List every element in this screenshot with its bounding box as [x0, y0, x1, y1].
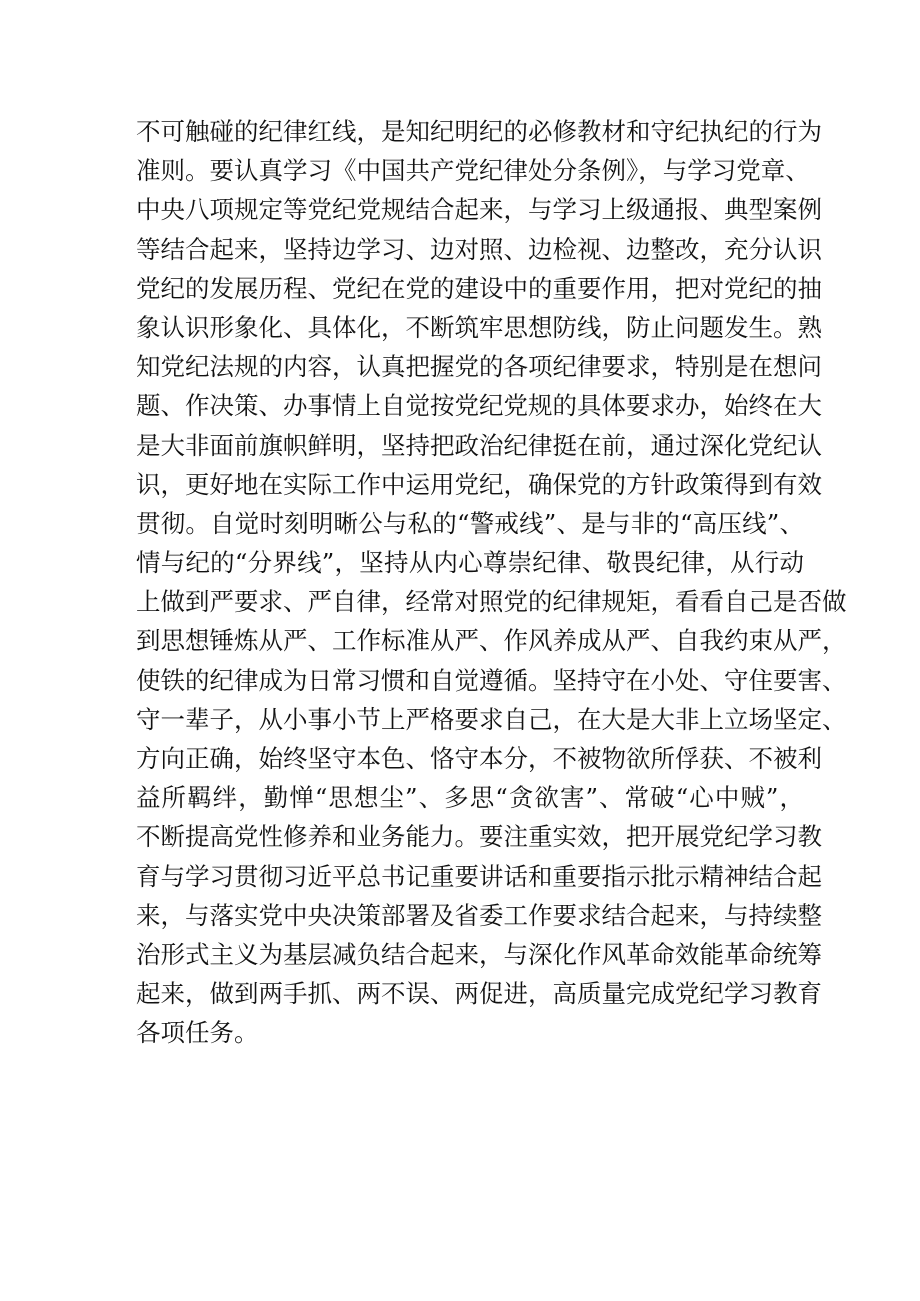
- text-line: 知党纪法规的内容，认真把握党的各项纪律要求，特别是在想问: [136, 352, 822, 382]
- text-line: 上做到严要求、严自律，经常对照党的纪律规矩，看看自己是否做: [136, 587, 847, 617]
- text-line: 中央八项规定等党纪党规结合起来，与学习上级通报、典型案例: [136, 195, 822, 225]
- text-line: 等结合起来，坚持边学习、边对照、边检视、边整改，充分认识: [136, 234, 822, 264]
- text-line: 使铁的纪律成为日常习惯和自觉遵循。坚持守在小处、守住要害、: [136, 665, 847, 695]
- text-line: 育与学习贯彻习近平总书记重要讲话和重要指示批示精神结合起: [136, 861, 822, 891]
- text-line: 方向正确，始终坚守本色、恪守本分，不被物欲所俘获、不被利: [136, 744, 822, 773]
- text-line: 不断提高党性修养和业务能力。要注重实效，把开展党纪学习教: [136, 822, 822, 852]
- text-line: 到思想锤炼从严、工作标准从严、作风养成从严、自我约束从严，: [136, 626, 847, 656]
- text-line: 来，与落实党中央决策部署及省委工作要求结合起来，与持续整: [136, 900, 822, 930]
- text-line: 是大非面前旗帜鲜明，坚持把政治纪律挺在前，通过深化党纪认: [136, 430, 822, 460]
- body-paragraph: [136, 112, 847, 1053]
- text-line: 不可触碰的纪律红线，是知纪明纪的必修教材和守纪执纪的行为: [136, 117, 822, 146]
- text-line: 题、作决策、办事情上自觉按党纪党规的具体要求办，始终在大: [136, 391, 822, 421]
- text-line: 益所羁绊，勤惮“思想尘”、多思“贪欲害”、常破“心中贼”，: [136, 783, 804, 813]
- text-line: 准则。要认真学习《中国共产党纪律处分条例》，与学习党章、: [136, 156, 810, 186]
- text-line: 各项任务。: [136, 1018, 259, 1048]
- text-line: 情与纪的“分界线”，坚持从内心尊崇纪律、敬畏纪律，从行动: [136, 548, 804, 578]
- text-line: 守一辈子，从小事小节上严格要求自己，在大是大非上立场坚定、: [136, 704, 847, 734]
- text-line: 党纪的发展历程、党纪在党的建设中的重要作用，把对党纪的抽: [136, 273, 822, 303]
- text-line: 识，更好地在实际工作中运用党纪，确保党的方针政策得到有效: [136, 469, 822, 499]
- text-line: 起来，做到两手抓、两不误、两促进，高质量完成党纪学习教育: [136, 979, 822, 1009]
- text-line: 贯彻。自觉时刻明晰公与私的“警戒线”、是与非的“高压线”、: [136, 508, 804, 538]
- text-line: 治形式主义为基层减负结合起来，与深化作风革命效能革命统筹: [136, 939, 822, 969]
- text-line: 象认识形象化、具体化，不断筑牢思想防线，防止问题发生。熟: [136, 312, 822, 342]
